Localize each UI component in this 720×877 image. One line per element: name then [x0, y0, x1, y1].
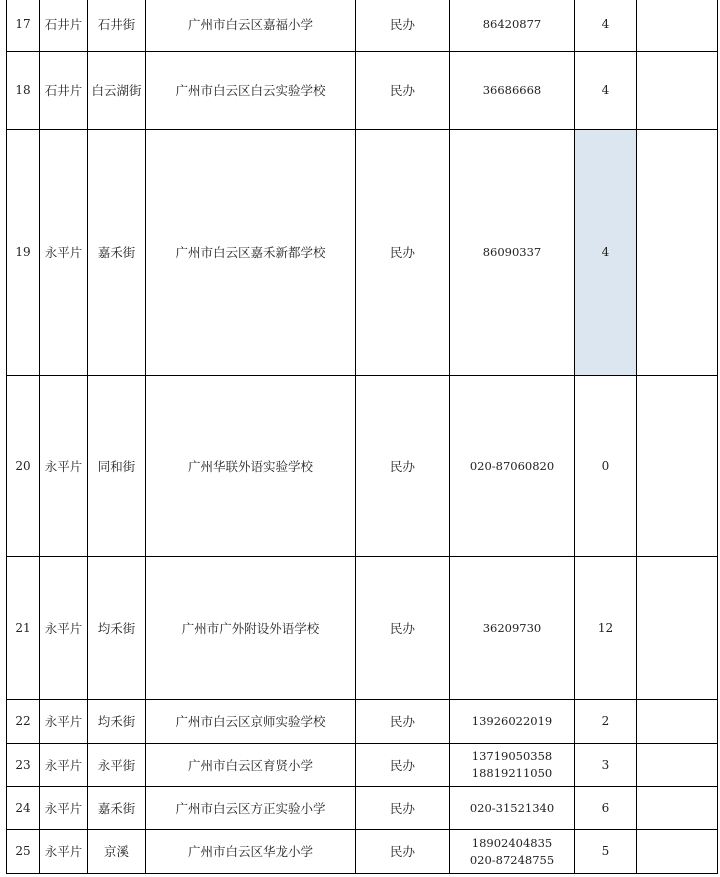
- street-cell: 永平街: [88, 744, 146, 787]
- table-body: [7, 0, 718, 874]
- zone-cell: 永平片: [40, 700, 88, 744]
- street-cell: 嘉禾街: [88, 787, 146, 830]
- school-type-cell: 民办: [356, 52, 450, 130]
- zone-cell: 永平片: [40, 130, 88, 376]
- school-name-cell: 广州市白云区嘉禾新都学校: [146, 130, 356, 376]
- school-type-cell: 民办: [356, 0, 450, 52]
- note-cell: [637, 0, 718, 52]
- zone-cell: 永平片: [40, 744, 88, 787]
- school-type-cell: 民办: [356, 557, 450, 700]
- count-cell: 5: [575, 830, 637, 874]
- school-name-cell: 广州市白云区京师实验学校: [146, 700, 356, 744]
- phone-number: 36686668: [482, 83, 542, 97]
- school-name-cell: 广州华联外语实验学校: [146, 376, 356, 557]
- row-number-cell: 22: [7, 700, 40, 744]
- school-name-cell: 广州市白云区育贤小学: [146, 744, 356, 787]
- school-name-cell: 广州市广外附设外语学校: [146, 557, 356, 700]
- row-number-cell: 23: [7, 744, 40, 787]
- row-number-cell: 17: [7, 0, 40, 52]
- phone-number: 13926022019: [471, 714, 553, 728]
- row-number-cell: 20: [7, 376, 40, 557]
- street-cell: 均禾街: [88, 700, 146, 744]
- zone-cell: 永平片: [40, 557, 88, 700]
- table-row: [7, 52, 718, 130]
- table-row: [7, 0, 718, 52]
- table-row: [7, 376, 718, 557]
- note-cell: [637, 830, 718, 874]
- note-cell: [637, 787, 718, 830]
- table-row: [7, 700, 718, 744]
- phone-number: 13719050358: [471, 749, 553, 763]
- phone-cell: [450, 787, 575, 830]
- phone-cell: [450, 52, 575, 130]
- phone-cell: [450, 376, 575, 557]
- row-number-cell: 21: [7, 557, 40, 700]
- note-cell: [637, 52, 718, 130]
- phone-number: 020-87060820: [469, 458, 555, 473]
- street-cell: 均禾街: [88, 557, 146, 700]
- count-cell: 6: [575, 787, 637, 830]
- school-type-cell: 民办: [356, 830, 450, 874]
- table-row: [7, 830, 718, 874]
- street-cell: 京溪: [88, 830, 146, 874]
- phone-cell: [450, 0, 575, 52]
- street-cell: 同和街: [88, 376, 146, 557]
- count-cell: 3: [575, 744, 637, 787]
- phone-cell: [450, 744, 575, 787]
- zone-cell: 石井片: [40, 52, 88, 130]
- street-cell: 白云湖街: [88, 52, 146, 130]
- row-number-cell: 25: [7, 830, 40, 874]
- phone-number: 86090337: [482, 245, 542, 259]
- phone-cell: [450, 830, 575, 874]
- school-name-cell: 广州市白云区华龙小学: [146, 830, 356, 874]
- school-type-cell: 民办: [356, 700, 450, 744]
- school-table: [6, 0, 718, 874]
- phone-number: 36209730: [482, 620, 542, 635]
- table-row: [7, 787, 718, 830]
- row-number-cell: 18: [7, 52, 40, 130]
- zone-cell: 永平片: [40, 787, 88, 830]
- table-row: [7, 744, 718, 787]
- phone-number: 020-87248755: [469, 852, 555, 867]
- street-cell: 嘉禾街: [88, 130, 146, 376]
- note-cell: [637, 700, 718, 744]
- count-cell: 4: [575, 0, 637, 52]
- school-type-cell: 民办: [356, 376, 450, 557]
- zone-cell: 永平片: [40, 376, 88, 557]
- count-cell: 2: [575, 700, 637, 744]
- phone-number: 020-31521340: [469, 800, 555, 815]
- school-type-cell: 民办: [356, 787, 450, 830]
- school-name-cell: 广州市白云区方正实验小学: [146, 787, 356, 830]
- count-cell: 4: [575, 52, 637, 130]
- count-cell: 0: [575, 376, 637, 557]
- zone-cell: 石井片: [40, 0, 88, 52]
- school-name-cell: 广州市白云区嘉福小学: [146, 0, 356, 52]
- phone-cell: [450, 700, 575, 744]
- row-number-cell: 24: [7, 787, 40, 830]
- table-row: [7, 130, 718, 376]
- count-cell: 12: [575, 557, 637, 700]
- table-row: [7, 557, 718, 700]
- note-cell: [637, 130, 718, 376]
- note-cell: [637, 557, 718, 700]
- phone-number: 18902404835: [471, 835, 553, 850]
- phone-cell: [450, 557, 575, 700]
- school-name-cell: 广州市白云区白云实验学校: [146, 52, 356, 130]
- phone-cell: [450, 130, 575, 376]
- street-cell: 石井街: [88, 0, 146, 52]
- zone-cell: 永平片: [40, 830, 88, 874]
- school-type-cell: 民办: [356, 744, 450, 787]
- row-number-cell: 19: [7, 130, 40, 376]
- phone-number: 86420877: [482, 17, 542, 31]
- phone-number: 18819211050: [471, 766, 553, 780]
- note-cell: [637, 744, 718, 787]
- count-cell: 4: [575, 130, 637, 376]
- school-type-cell: 民办: [356, 130, 450, 376]
- note-cell: [637, 376, 718, 557]
